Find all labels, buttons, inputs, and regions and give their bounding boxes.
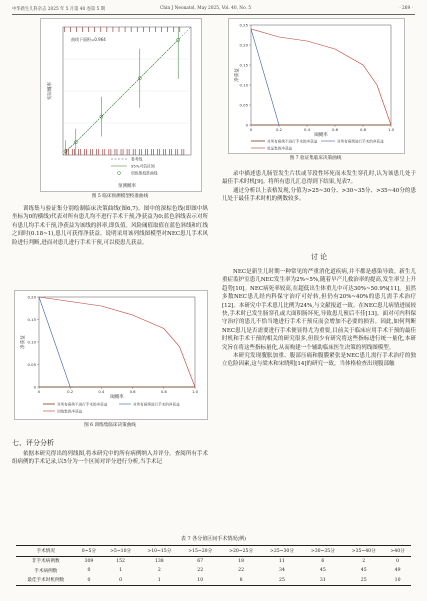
table-cell: 11 bbox=[279, 558, 285, 564]
y-tick-label: 0.20 bbox=[239, 42, 248, 48]
figure-6-caption: 图 6 训练集临床决策曲线 bbox=[84, 423, 136, 428]
x-tick-label: 0.2 bbox=[275, 127, 283, 132]
x-tick-label: 0.2 bbox=[67, 389, 74, 394]
table-cell: 45 bbox=[360, 568, 367, 574]
table-cell: 22 bbox=[238, 568, 245, 574]
table-cell: 2 bbox=[362, 558, 366, 564]
fig6-legend bbox=[43, 401, 180, 413]
y-tick-label: 0.15 bbox=[27, 316, 36, 322]
treat-all-line bbox=[251, 29, 279, 125]
y-tick-label: 0.10 bbox=[239, 82, 248, 88]
col-header: >20~25分 bbox=[229, 548, 254, 554]
table-7-title: 表 7 各分值区间手术情况(例) bbox=[180, 536, 247, 542]
legend-reference: 参考线 bbox=[131, 156, 143, 162]
table-cell: 309 bbox=[84, 558, 94, 564]
x-axis-label: 阈概率 bbox=[314, 133, 328, 138]
figure-5-caption: 图 5 临床预测模型校准曲线 bbox=[91, 194, 149, 199]
table-cell: 67 bbox=[197, 558, 204, 564]
model-net-benefit-line bbox=[251, 29, 391, 125]
y-tick-label: 0 bbox=[33, 384, 36, 390]
legend-ci: 95%可信区间 bbox=[131, 163, 155, 169]
y-tick-label: 0.10 bbox=[27, 339, 36, 345]
x-tick-label: 0.6 bbox=[331, 127, 339, 132]
discussion-paragraph-1: NEC是新生儿时期一种常见的严重消化道疾病,并不都是感染导致。新生儿重症监护室患儿NEC发生率为2%~5%,随着早产儿救治率的提高,发生率呈上升趋势[10]。NEC病死率较高,在超低出生体重儿中可达30%~50.9%[11]。虽然多数NEC患儿经内科保守治疗可好转,但仍有20%~40%的患儿需手术治疗[12]。本研究中手术患儿比例为24%,与文献报道一致。在NEC患儿病情进展较快,手术时已发生肠穿孔或大面积肠坏死,导致患儿预后不佳[13]。面对可内科保守治疗的患儿不恰当地进行手术干预反而会增加不必要的损害。因此,如何判断NEC患儿是否需要进行手术便显得尤为重要,目前关于临床应用手术干预的最佳时机和手术干预的相关的研究很多,但很少有研究将这些指标进行统一量化,本研究旨在将这些指标量化,从而构建一个辅助临床医生决策的列线图模型。 bbox=[222, 269, 416, 351]
x-tick-label: 0 bbox=[37, 389, 41, 394]
fig5-legend bbox=[111, 157, 158, 176]
table-cell: 10 bbox=[394, 577, 401, 583]
col-header: >15~20分 bbox=[188, 548, 213, 554]
treat-all-line bbox=[39, 297, 70, 387]
table-cell: 31 bbox=[319, 577, 326, 583]
col-header: >10~15分 bbox=[147, 548, 172, 554]
table-cell: 34 bbox=[279, 568, 285, 574]
legend-model: 验证集的净获益 bbox=[267, 146, 293, 151]
journal-header-middle: Chin J Neonatol, May 2025, Vol. 40, No. 5 bbox=[160, 6, 252, 11]
y-tick-label: 0.05 bbox=[239, 102, 248, 108]
y-tick-label: 0.25 bbox=[239, 22, 248, 28]
figure-7 bbox=[228, 18, 405, 154]
header-rule bbox=[12, 14, 415, 15]
table-cell: 25 bbox=[360, 577, 367, 583]
validation-dca-chart bbox=[229, 19, 404, 153]
training-dca-chart bbox=[15, 291, 207, 419]
figure-6 bbox=[14, 290, 208, 420]
y-tick-label: 0 bbox=[245, 122, 248, 128]
x-tick-label: 0 bbox=[249, 127, 253, 132]
figure-5 bbox=[40, 18, 202, 192]
calibration-chart bbox=[41, 19, 201, 191]
col-header: 手术情况 bbox=[36, 548, 55, 554]
table-cell: 138 bbox=[154, 558, 164, 564]
x-tick-label: 0.4 bbox=[303, 127, 311, 132]
table-cell: 最佳手术时机例数 bbox=[27, 578, 65, 584]
table-cell: 0 bbox=[87, 568, 91, 574]
table-cell: 25 bbox=[279, 577, 285, 583]
y-tick-label: 0.20 bbox=[27, 294, 36, 300]
col-header: >25~30分 bbox=[269, 548, 294, 554]
x-tick-label: 1.0 bbox=[191, 389, 199, 394]
table-row bbox=[16, 576, 411, 586]
table-cell: 0 bbox=[119, 577, 123, 583]
x-tick-label: 0.6 bbox=[129, 389, 136, 394]
table-row bbox=[16, 556, 411, 566]
calibration-curve bbox=[66, 40, 179, 151]
discussion-paragraph-2: 本研究发现腹胀加重、腹部压痛和腹膜紧张是NEC患儿需行手术治疗的独立危险因素,这与梁木和宋晓明[14]的研究一致。当体格检查出现腹部触 bbox=[222, 353, 416, 368]
col-header: 0~5分 bbox=[81, 548, 97, 554]
y-tick-label: 0.15 bbox=[239, 62, 248, 68]
x-tick-label: 0.8 bbox=[160, 389, 167, 394]
section-7-heading: 七、评分分析 bbox=[12, 439, 54, 447]
table-row bbox=[16, 566, 411, 576]
discussion-heading: 讨 论 bbox=[310, 253, 328, 261]
table-cell: 2 bbox=[157, 568, 161, 574]
left-paragraph: 训练集与验证集分别绘制临床决策曲线(图6,7)。图中的深棕色线(即图中纵坐标为0的横线)代表对所有患儿均不进行手术干预,净获益为0;蓝色斜线表示对所有患儿均手术干预,净获益为该线的斜率,即负值。风险阈值取值在蓝色斜线和红线之间时(0.18~1),患儿可获得净获益。说明采用该列线图模型对NEC患儿手术风险进行判断,进而对患儿进行手术干预,可以使患儿获益。 bbox=[12, 206, 208, 246]
table-7 bbox=[16, 545, 411, 586]
auc-label: 曲线下面积=0.964 bbox=[71, 37, 106, 42]
legend-model: 训练集的净获益 bbox=[57, 409, 83, 414]
x-axis-label: 阈概率 bbox=[110, 395, 124, 400]
legend-all: 对所有病例进行手术的净获益 bbox=[133, 402, 180, 407]
table-cell: 0 bbox=[396, 558, 400, 564]
x-tick-label: 1.0 bbox=[387, 127, 395, 132]
table-cell: 非手术病例数 bbox=[31, 559, 60, 565]
y-tick-label: 0.05 bbox=[27, 361, 36, 367]
discussion-text bbox=[222, 268, 416, 369]
legend-calibration: 训练集校准曲线 bbox=[131, 170, 158, 176]
table-cell: 49 bbox=[394, 568, 401, 574]
table-cell: 18 bbox=[238, 558, 245, 564]
table-cell: 152 bbox=[116, 558, 125, 564]
right-paragraphs bbox=[222, 170, 416, 204]
table-cell: 0 bbox=[87, 577, 91, 583]
figure-7-caption: 图 7 验证集临床决策曲线 bbox=[289, 156, 342, 161]
table-cell: 45 bbox=[319, 568, 326, 574]
table-cell: 6 bbox=[321, 558, 325, 564]
right-paragraph-1: 录中描述患儿肠管发生片状或节段性坏死而未发生穿孔时,认为该患儿处于最佳手术时机[9]。将所有患儿汇总得到下结果,见表7。 bbox=[222, 171, 416, 186]
table-header-row bbox=[16, 546, 411, 557]
y-axis-label: 实际概率 bbox=[48, 82, 53, 100]
table-cell: 10 bbox=[197, 577, 204, 583]
table-cell: 8 bbox=[239, 577, 243, 583]
y-axis-label: 净获益 bbox=[235, 68, 240, 82]
col-header: >5~10分 bbox=[110, 548, 132, 554]
page-number: · 269 · bbox=[399, 6, 413, 11]
legend-all: 对所有病例进行手术的净获益 bbox=[337, 139, 384, 144]
col-header: >40分 bbox=[390, 548, 405, 554]
fig7-legend bbox=[251, 138, 384, 150]
table-cell: 手术病例数 bbox=[34, 568, 58, 574]
section-7-text: 依据本研究得出的列线图,将本研究中的所有病例纳入并评分。查阅所有手术组病例的手术记录,以5分为一个区间对评分进行分析,当手术记 bbox=[12, 451, 208, 466]
table-cell: 1 bbox=[119, 568, 123, 574]
col-header: >35~40分 bbox=[351, 548, 376, 554]
table-cell: 1 bbox=[157, 577, 161, 583]
col-header: >30~35分 bbox=[310, 548, 335, 554]
table-cell: 22 bbox=[197, 568, 204, 574]
model-net-benefit-line bbox=[39, 297, 195, 387]
y-axis-label: 净获益 bbox=[21, 335, 26, 349]
x-tick-label: 0.8 bbox=[359, 127, 367, 132]
x-tick-label: 0.4 bbox=[98, 389, 105, 394]
journal-header-left: 中华新生儿科杂志 2025 年 5 月第 40 卷第 5 期 bbox=[12, 7, 105, 12]
legend-none: 对所有病例不进行手术的净获益 bbox=[57, 402, 108, 407]
x-axis-label: 预测概率 bbox=[118, 184, 136, 189]
legend-none: 对所有病例不进行手术的净获益 bbox=[267, 139, 318, 144]
right-paragraph-2: 通过分析以上表格发现,分值为>25~30分、>30~35分、>35~40分的患儿处于最佳手术时机的例数较多。 bbox=[222, 187, 416, 203]
